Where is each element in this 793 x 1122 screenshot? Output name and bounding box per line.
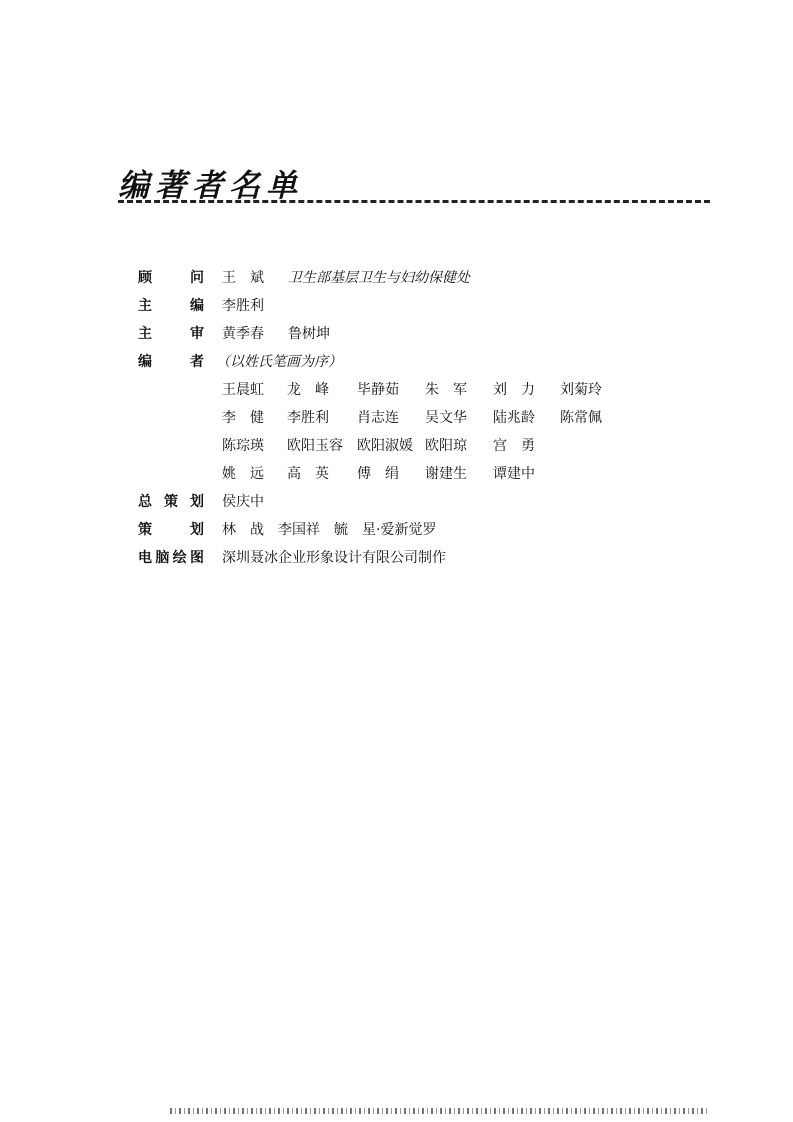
editor-name: 宫 勇 (493, 438, 535, 454)
editor-name: 刘 力 (493, 382, 535, 398)
editors-note: （以姓氏笔画为序） (216, 354, 342, 370)
editor-name: 王晨虹 (222, 382, 264, 398)
editor-name: 欧阳玉容 (287, 438, 343, 454)
computer-graphics-label: 电 脑 绘 图 (138, 550, 204, 566)
editor-name: 毕静茹 (357, 382, 399, 398)
editor-name: 欧阳淑媛 (357, 438, 413, 454)
editor-name: 谭建中 (493, 466, 535, 482)
editor-name: 傅 绢 (357, 466, 399, 482)
editor-name: 姚 远 (222, 466, 264, 482)
title-divider (118, 200, 710, 203)
editor-name: 高 英 (287, 466, 329, 482)
chief-planner-name: 侯庆中 (222, 494, 264, 510)
advisor-label: 顾 问 (138, 270, 204, 286)
chief-editor-name: 李胜利 (222, 298, 264, 314)
planner-names: 林 战 李国祥 毓 星·爱新觉罗 (222, 522, 437, 538)
advisor-affiliation: 卫生部基层卫生与妇幼保健处 (288, 270, 470, 286)
editor-name: 李胜利 (287, 410, 329, 426)
editor-name: 龙 峰 (287, 382, 329, 398)
scan-artifact (170, 1108, 710, 1114)
page-title: 编著者名单 (118, 168, 303, 204)
chief-reviewer-label: 主 审 (138, 326, 204, 342)
chief-reviewer-name: 黄季春 (222, 326, 264, 342)
editor-name: 陈琮瑛 (222, 438, 264, 454)
editors-label: 编 者 (138, 354, 204, 370)
planner-label: 策 划 (138, 522, 204, 538)
editor-name: 欧阳琼 (425, 438, 467, 454)
computer-graphics-text: 深圳聂冰企业形象设计有限公司制作 (222, 550, 446, 566)
chief-planner-label: 总 策 划 (138, 494, 204, 510)
editor-name: 吴文华 (425, 410, 467, 426)
chief-reviewer-name: 鲁树坤 (288, 326, 330, 342)
editor-name: 朱 军 (425, 382, 467, 398)
editor-name: 陆兆龄 (493, 410, 535, 426)
editor-name: 陈常佩 (560, 410, 602, 426)
editor-name: 刘菊玲 (560, 382, 602, 398)
editor-name: 肖志连 (357, 410, 399, 426)
editor-name: 李 健 (222, 410, 264, 426)
editor-name: 谢建生 (425, 466, 467, 482)
advisor-name: 王 斌 (222, 270, 264, 286)
chief-editor-label: 主 编 (138, 298, 204, 314)
